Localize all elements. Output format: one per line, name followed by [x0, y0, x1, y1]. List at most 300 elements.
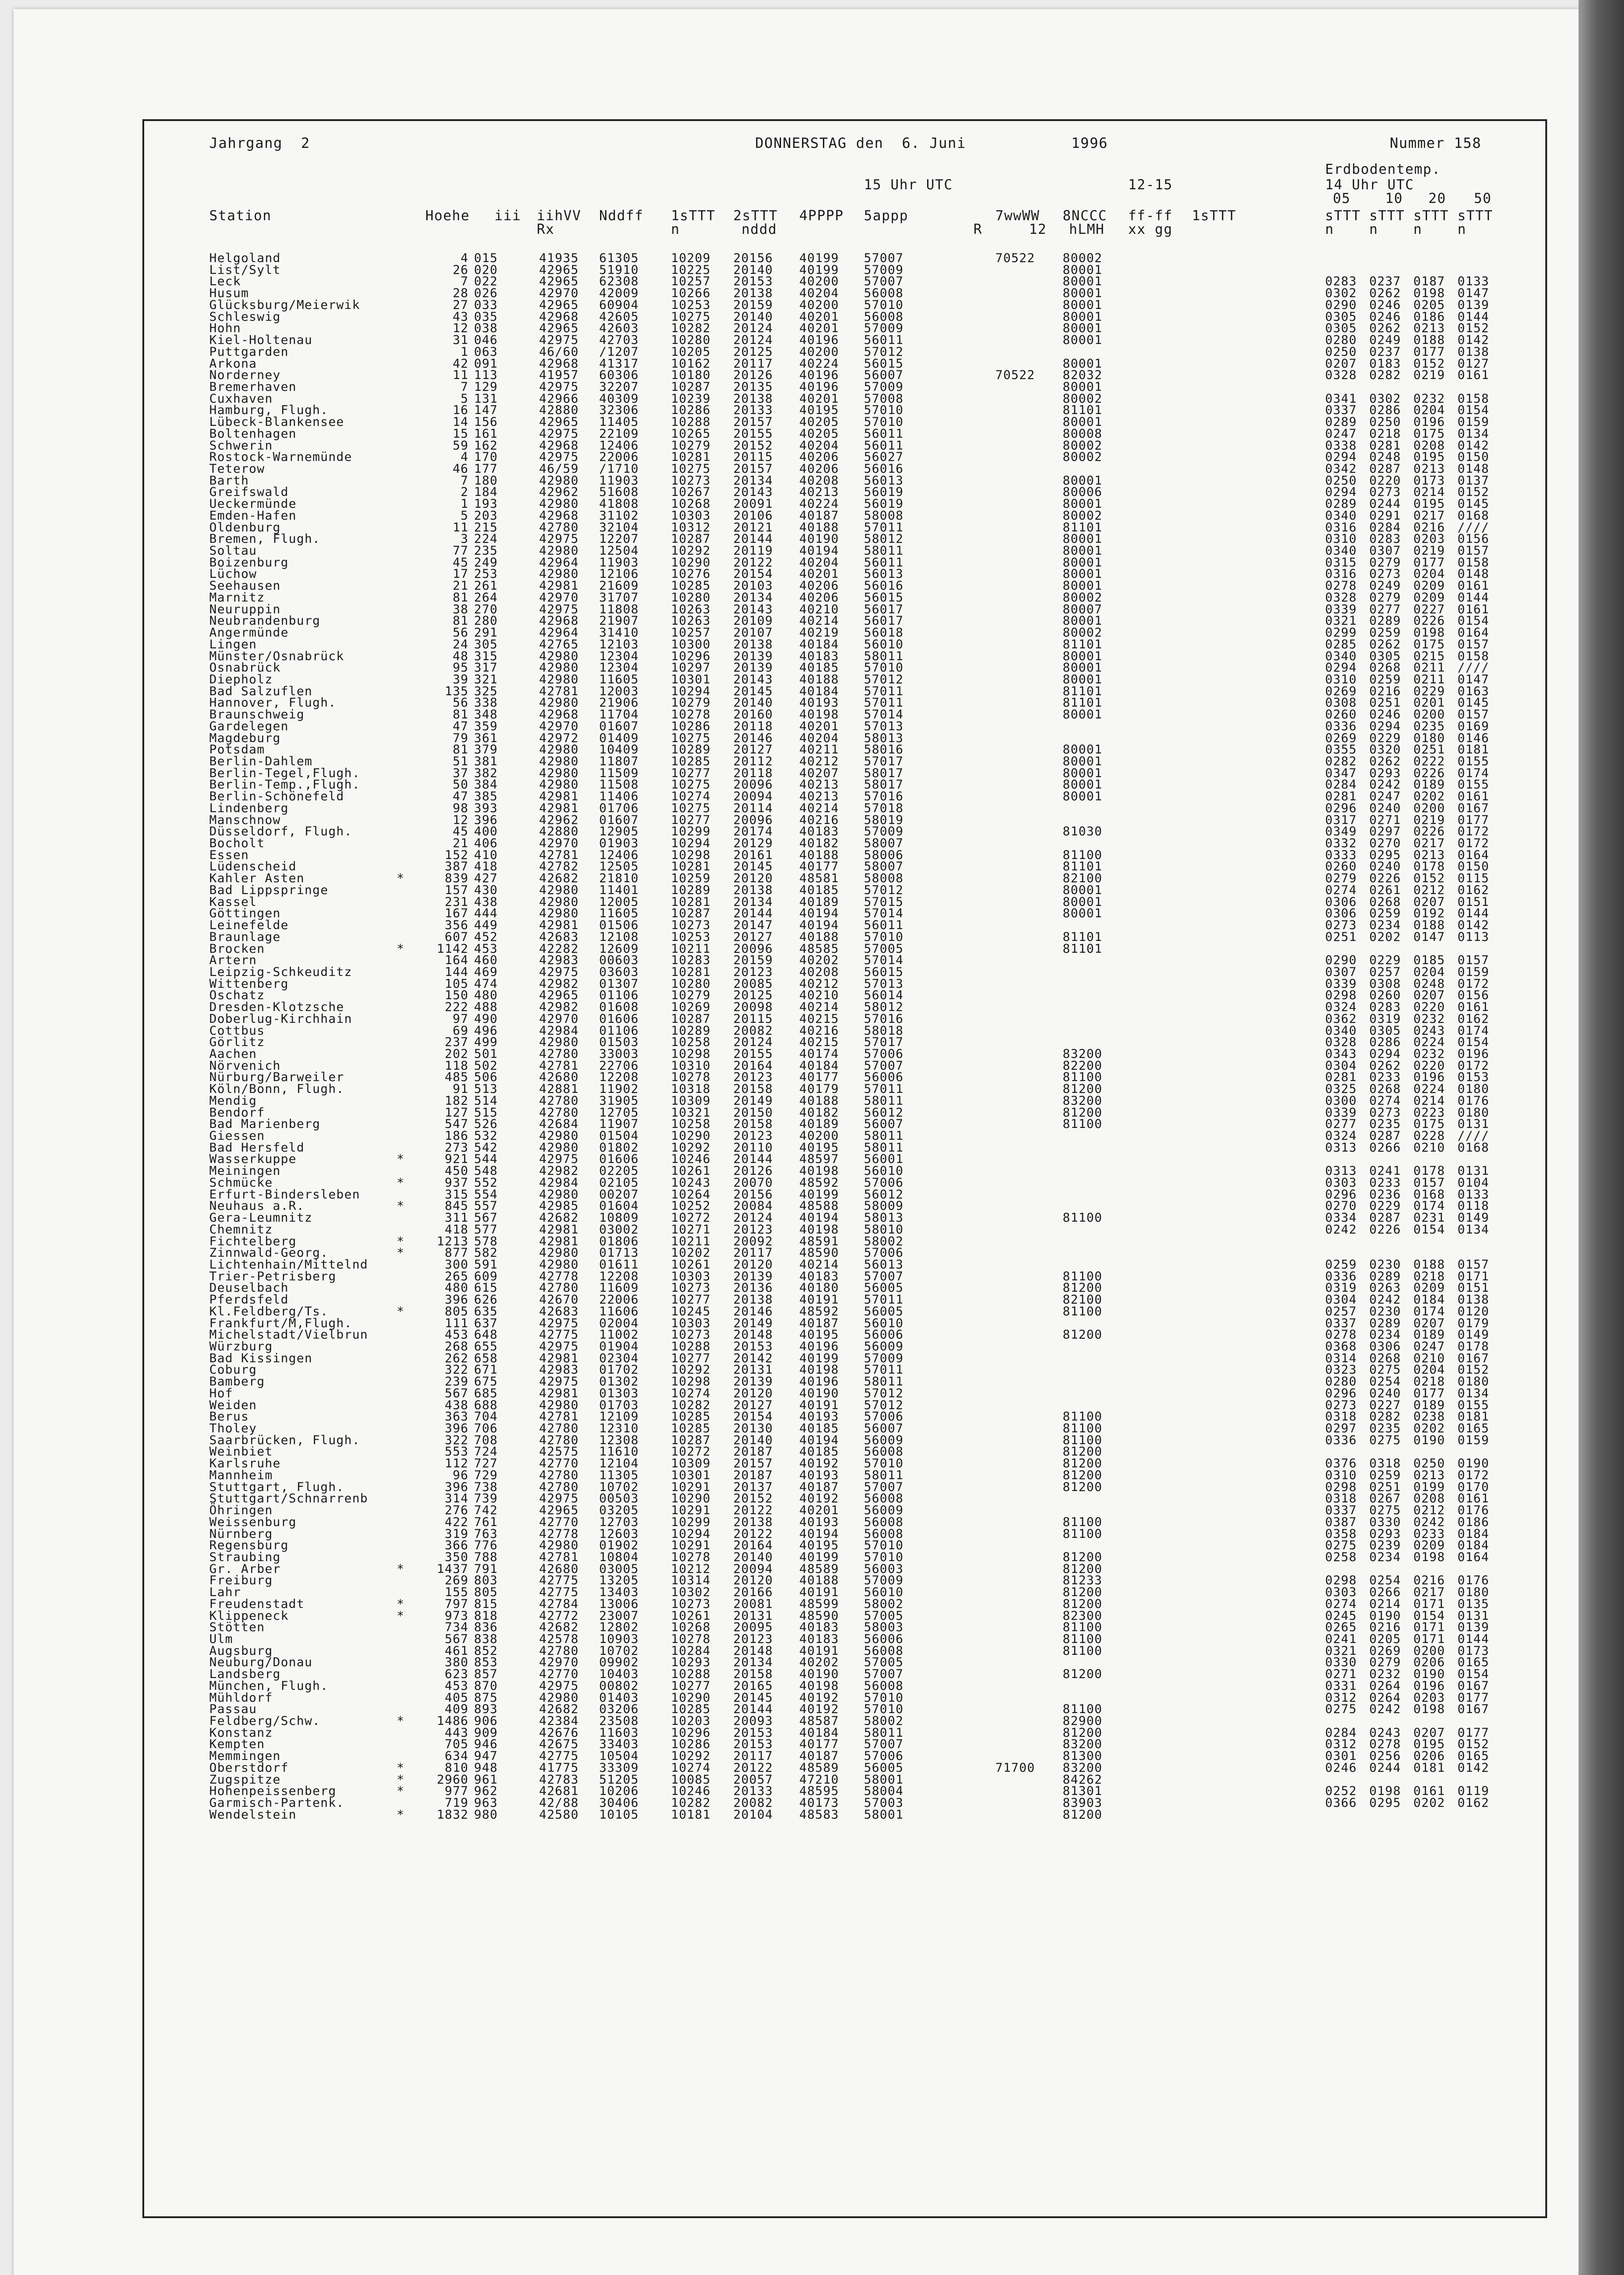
- group-5appp: 57007: [864, 1269, 904, 1284]
- group-4pppp: 40189: [799, 1117, 839, 1132]
- group-nddff: 12106: [599, 567, 639, 581]
- group-2sttt: 20134: [733, 590, 773, 605]
- group-2sttt: 20131: [733, 1363, 773, 1377]
- group-5appp: 58009: [864, 1199, 904, 1213]
- group-4pppp: 47210: [799, 1772, 839, 1787]
- station-id: 704: [474, 1410, 498, 1424]
- group-2sttt: 20149: [733, 1093, 773, 1108]
- group-iihvv: 42780: [539, 520, 579, 535]
- soil-temp-50: 0133: [1458, 1187, 1489, 1202]
- jahrgang-label: Jahrgang 2: [209, 135, 310, 152]
- station-name: Magdeburg: [209, 731, 281, 745]
- group-8nccc: 81100: [1063, 1304, 1103, 1319]
- group-2sttt: 20082: [733, 1023, 773, 1038]
- station-id: 857: [474, 1667, 498, 1682]
- group-iihvv: 42962: [539, 485, 579, 500]
- station-height: 26: [453, 263, 469, 277]
- station-height: 396: [444, 1480, 469, 1494]
- group-iihvv: 42968: [539, 708, 579, 722]
- station-height: 1486: [437, 1714, 469, 1728]
- group-4pppp: 40199: [799, 263, 839, 277]
- soil-temp-05: 0299: [1325, 626, 1357, 640]
- group-iihvv: 42970: [539, 836, 579, 850]
- group-1sttt: 10289: [671, 1023, 711, 1038]
- group-nddff: 01608: [599, 1000, 639, 1015]
- soil-temp-10: 0251: [1369, 696, 1401, 710]
- soil-temp-50: 0154: [1458, 614, 1489, 628]
- group-iihvv: 42980: [539, 1129, 579, 1143]
- group-2sttt: 20157: [733, 1456, 773, 1471]
- group-nddff: 42603: [599, 321, 639, 336]
- group-1sttt: 10298: [671, 848, 711, 862]
- station-id: 020: [474, 263, 498, 277]
- station-height: 396: [444, 1293, 469, 1307]
- soil-temp-05: 0250: [1325, 473, 1357, 488]
- group-4pppp: 40213: [799, 485, 839, 500]
- group-iihvv: 42781: [539, 848, 579, 862]
- group-8nccc: 81101: [1063, 859, 1103, 874]
- group-nddff: 10702: [599, 1643, 639, 1658]
- station-name: Braunschweig: [209, 708, 305, 722]
- station-name: Husum: [209, 286, 249, 301]
- station-height: 1832: [437, 1807, 469, 1822]
- station-id: 803: [474, 1573, 498, 1588]
- group-5appp: 57009: [864, 263, 904, 277]
- soil-temp-50: 0154: [1458, 1667, 1489, 1682]
- group-nddff: 10206: [599, 1784, 639, 1799]
- soil-temp-20: 0184: [1413, 1293, 1445, 1307]
- group-5appp: 58002: [864, 1714, 904, 1728]
- soil-temp-05: 0300: [1325, 1093, 1357, 1108]
- station-height: 5: [460, 508, 469, 523]
- group-5appp: 57006: [864, 1246, 904, 1260]
- station-id: 578: [474, 1234, 498, 1249]
- station-height: 269: [444, 1573, 469, 1588]
- station-height: 42: [453, 356, 469, 371]
- soil-temp-10: 0259: [1369, 672, 1401, 687]
- group-5appp: 58011: [864, 649, 904, 663]
- group-5appp: 57009: [864, 1351, 904, 1365]
- group-2sttt: 20098: [733, 1000, 773, 1015]
- group-5appp: 58013: [864, 731, 904, 745]
- group-2sttt: 20124: [733, 1211, 773, 1225]
- station-name: Neubrandenburg: [209, 614, 321, 628]
- station-height: 69: [453, 1023, 469, 1038]
- station-name: Gardelegen: [209, 719, 289, 733]
- soil-temp-05: 0343: [1325, 1047, 1357, 1061]
- group-8nccc: 81300: [1063, 1749, 1103, 1764]
- group-nddff: 11903: [599, 473, 639, 488]
- soil-temp-50: 0180: [1458, 1585, 1489, 1600]
- soil-temp-20: 0204: [1413, 403, 1445, 418]
- group-2sttt: 20085: [733, 976, 773, 991]
- station-id: 418: [474, 859, 498, 874]
- soil-temp-10: 0262: [1369, 286, 1401, 301]
- group-iihvv: 42684: [539, 1117, 579, 1132]
- group-2sttt: 20070: [733, 1175, 773, 1190]
- group-8nccc: 80001: [1063, 743, 1103, 757]
- group-iihvv: 41775: [539, 1760, 579, 1775]
- soil-temp-10: 0306: [1369, 1340, 1401, 1354]
- soil-temp-05: 0246: [1325, 1760, 1357, 1775]
- soil-temp-50: 0131: [1458, 1164, 1489, 1178]
- group-1sttt: 10296: [671, 649, 711, 663]
- soil-temp-50: 0167: [1458, 1702, 1489, 1717]
- soil-temp-50: 0144: [1458, 906, 1489, 921]
- group-iihvv: 42980: [539, 1187, 579, 1202]
- group-5appp: 57005: [864, 941, 904, 956]
- col-soil-10: sTTT: [1369, 208, 1405, 224]
- group-1sttt: 10263: [671, 614, 711, 628]
- group-2sttt: 20143: [733, 485, 773, 500]
- group-5appp: 58008: [864, 508, 904, 523]
- soil-temp-20: 0200: [1413, 708, 1445, 722]
- group-5appp: 57009: [864, 824, 904, 839]
- station-height: 1437: [437, 1562, 469, 1576]
- group-2sttt: 20096: [733, 941, 773, 956]
- group-nddff: 32207: [599, 379, 639, 394]
- group-5appp: 56017: [864, 614, 904, 628]
- group-5appp: 56008: [864, 1515, 904, 1529]
- soil-temp-50: 0157: [1458, 1257, 1489, 1272]
- group-2sttt: 20112: [733, 754, 773, 768]
- group-2sttt: 20092: [733, 1234, 773, 1249]
- group-nddff: 00802: [599, 1678, 639, 1693]
- soil-temp-50: 0153: [1458, 1070, 1489, 1085]
- station-height: 150: [444, 988, 469, 1003]
- group-nddff: 32104: [599, 520, 639, 535]
- group-8nccc: 80001: [1063, 544, 1103, 558]
- soil-temp-20: 0209: [1413, 579, 1445, 593]
- station-id: 224: [474, 532, 498, 546]
- group-8nccc: 83200: [1063, 1737, 1103, 1752]
- group-2sttt: 20104: [733, 1807, 773, 1822]
- group-nddff: 62308: [599, 274, 639, 289]
- group-5appp: 56005: [864, 1760, 904, 1775]
- group-nddff: 11808: [599, 602, 639, 617]
- group-iihvv: 42980: [539, 661, 579, 675]
- group-nddff: 12406: [599, 438, 639, 453]
- group-8nccc: 81200: [1063, 1328, 1103, 1342]
- soil-temp-20: 0171: [1413, 1620, 1445, 1635]
- soil-temp-05: 0340: [1325, 508, 1357, 523]
- soil-temp-05: 0296: [1325, 801, 1357, 815]
- group-nddff: 00207: [599, 1187, 639, 1202]
- station-id: 393: [474, 801, 498, 815]
- group-1sttt: 10285: [671, 1410, 711, 1424]
- soil-temp-10: 0229: [1369, 1199, 1401, 1213]
- soil-temp-20: 0201: [1413, 696, 1445, 710]
- soil-temp-05: 0294: [1325, 661, 1357, 675]
- group-nddff: 21907: [599, 614, 639, 628]
- soil-temp-05: 0306: [1325, 895, 1357, 909]
- station-id: 909: [474, 1725, 498, 1740]
- soil-temp-10: 0273: [1369, 1105, 1401, 1120]
- group-nddff: 42703: [599, 333, 639, 347]
- group-2sttt: 20150: [733, 1105, 773, 1120]
- group-5appp: 57010: [864, 1690, 904, 1705]
- group-nddff: 22006: [599, 1293, 639, 1307]
- group-iihvv: 42975: [539, 450, 579, 465]
- soil-temp-20: 0229: [1413, 684, 1445, 698]
- group-2sttt: 20123: [733, 1070, 773, 1085]
- group-iihvv: 42970: [539, 719, 579, 733]
- group-1sttt: 10288: [671, 415, 711, 430]
- group-8nccc: 81200: [1063, 1597, 1103, 1611]
- mountain-marker: *: [397, 1772, 405, 1787]
- group-nddff: 02304: [599, 1351, 639, 1365]
- group-nddff: 11807: [599, 754, 639, 768]
- group-nddff: 01307: [599, 976, 639, 991]
- group-8nccc: 80007: [1063, 602, 1103, 617]
- station-height: 7: [460, 473, 469, 488]
- soil-temp-10: 0261: [1369, 883, 1401, 897]
- soil-temp-10: 0291: [1369, 508, 1401, 523]
- group-4pppp: 40191: [799, 1293, 839, 1307]
- group-5appp: 57010: [864, 1550, 904, 1564]
- group-nddff: 01802: [599, 1140, 639, 1155]
- soil-temp-05: 0339: [1325, 976, 1357, 991]
- group-nddff: 23007: [599, 1608, 639, 1623]
- station-id: 147: [474, 403, 498, 418]
- station-id: 532: [474, 1129, 498, 1143]
- station-name: Dresden-Klotzsche: [209, 1000, 344, 1015]
- station-height: 237: [444, 1035, 469, 1050]
- soil-temp-50: 0184: [1458, 1527, 1489, 1541]
- station-id: 321: [474, 672, 498, 687]
- station-id: 264: [474, 590, 498, 605]
- group-1sttt: 10292: [671, 544, 711, 558]
- group-8nccc: 80001: [1063, 649, 1103, 663]
- station-id: 249: [474, 555, 498, 570]
- col-r: R: [973, 222, 983, 238]
- station-height: 12: [453, 321, 469, 336]
- station-height: 322: [444, 1433, 469, 1447]
- group-1sttt: 10309: [671, 1456, 711, 1471]
- soil-temp-50: 0131: [1458, 1117, 1489, 1132]
- station-name: Berlin-Tegel,Flugh.: [209, 766, 360, 780]
- soil-temp-10: 0287: [1369, 1129, 1401, 1143]
- soil-temp-20: 0228: [1413, 1129, 1445, 1143]
- soil-temp-10: 0183: [1369, 356, 1401, 371]
- station-height: 418: [444, 1222, 469, 1237]
- soil-temp-50: 0180: [1458, 1375, 1489, 1389]
- group-5appp: 57014: [864, 906, 904, 921]
- soil-temp-10: 0262: [1369, 1058, 1401, 1073]
- soil-temp-20: 0202: [1413, 789, 1445, 804]
- group-iihvv: 42980: [539, 766, 579, 780]
- soil-temp-20: 0152: [1413, 356, 1445, 371]
- soil-temp-20: 0189: [1413, 1328, 1445, 1342]
- soil-temp-50: 0118: [1458, 1199, 1489, 1213]
- group-1sttt: 10301: [671, 1468, 711, 1482]
- station-height: 186: [444, 1129, 469, 1143]
- soil-temp-10: 0262: [1369, 637, 1401, 652]
- soil-temp-05: 0305: [1325, 321, 1357, 336]
- station-height: 311: [444, 1211, 469, 1225]
- group-5appp: 56011: [864, 333, 904, 347]
- col-soil-20: sTTT: [1413, 208, 1449, 224]
- group-4pppp: 40190: [799, 532, 839, 546]
- soil-temp-10: 0237: [1369, 344, 1401, 359]
- station-name: Seehausen: [209, 579, 281, 593]
- group-nddff: 12703: [599, 1515, 639, 1529]
- group-2sttt: 20119: [733, 544, 773, 558]
- group-2sttt: 20136: [733, 1281, 773, 1295]
- station-id: 449: [474, 918, 498, 932]
- group-2sttt: 20137: [733, 1480, 773, 1494]
- mountain-marker: *: [397, 1199, 405, 1213]
- group-4pppp: 48585: [799, 941, 839, 956]
- soil-temp-10: 0254: [1369, 1375, 1401, 1389]
- group-iihvv: 42968: [539, 438, 579, 453]
- soil-temp-50: 0154: [1458, 403, 1489, 418]
- group-8nccc: 80001: [1063, 754, 1103, 768]
- station-height: 409: [444, 1702, 469, 1717]
- group-8nccc: 80002: [1063, 590, 1103, 605]
- station-name: Boizenburg: [209, 555, 289, 570]
- group-4pppp: 40193: [799, 1468, 839, 1482]
- soil-temp-20: 0202: [1413, 1421, 1445, 1436]
- station-name: Stötten: [209, 1620, 265, 1635]
- soil-temp-05: 0259: [1325, 1257, 1357, 1272]
- group-4pppp: 40216: [799, 813, 839, 827]
- group-8nccc: 80001: [1063, 895, 1103, 909]
- group-8nccc: 80001: [1063, 274, 1103, 289]
- group-iihvv: 42780: [539, 1105, 579, 1120]
- group-1sttt: 10293: [671, 1655, 711, 1670]
- group-8nccc: 82900: [1063, 1714, 1103, 1728]
- group-iihvv: 42968: [539, 309, 579, 324]
- group-1sttt: 10258: [671, 1035, 711, 1050]
- group-1sttt: 10309: [671, 1093, 711, 1108]
- soil-temp-50: 0142: [1458, 438, 1489, 453]
- soil-temp-05: 0339: [1325, 602, 1357, 617]
- station-height: 322: [444, 1363, 469, 1377]
- group-iihvv: 42780: [539, 1047, 579, 1061]
- soil-temp-20: 0181: [1413, 1760, 1445, 1775]
- group-5appp: 58019: [864, 813, 904, 827]
- group-4pppp: 40188: [799, 520, 839, 535]
- station-height: 315: [444, 1187, 469, 1202]
- soil-temp-05: 0273: [1325, 918, 1357, 932]
- group-8nccc: 81100: [1063, 848, 1103, 862]
- station-name: Lichtenhain/Mittelnd: [209, 1257, 368, 1272]
- station-id: 253: [474, 567, 498, 581]
- group-5appp: 57012: [864, 1386, 904, 1400]
- group-nddff: 11704: [599, 708, 639, 722]
- station-height: 96: [453, 1468, 469, 1482]
- soil-temp-20: 0247: [1413, 1340, 1445, 1354]
- soil-temp-50: 0181: [1458, 743, 1489, 757]
- group-4pppp: 48589: [799, 1760, 839, 1775]
- soil-temp-50: 0142: [1458, 918, 1489, 932]
- station-name: Nürburg/Barweiler: [209, 1070, 344, 1085]
- group-nddff: 21609: [599, 579, 639, 593]
- soil-temp-50: 0144: [1458, 590, 1489, 605]
- group-nddff: 12504: [599, 544, 639, 558]
- station-height: 387: [444, 859, 469, 874]
- group-iihvv: 42964: [539, 626, 579, 640]
- group-2sttt: 20140: [733, 263, 773, 277]
- group-5appp: 56013: [864, 567, 904, 581]
- soil-temp-50: 0151: [1458, 895, 1489, 909]
- station-id: 893: [474, 1702, 498, 1717]
- station-name: Hof: [209, 1386, 233, 1400]
- group-1sttt: 10298: [671, 1375, 711, 1389]
- group-5appp: 57016: [864, 789, 904, 804]
- soil-temp-50: 0134: [1458, 1386, 1489, 1400]
- group-1sttt: 10287: [671, 1433, 711, 1447]
- station-id: 818: [474, 1608, 498, 1623]
- group-8nccc: 81030: [1063, 824, 1103, 839]
- group-8nccc: 80001: [1063, 263, 1103, 277]
- group-5appp: 57010: [864, 403, 904, 418]
- group-4pppp: 40206: [799, 462, 839, 476]
- soil-temp-05: 0337: [1325, 403, 1357, 418]
- soil-temp-50: 0169: [1458, 719, 1489, 733]
- group-1sttt: 10257: [671, 274, 711, 289]
- station-id: 675: [474, 1375, 498, 1389]
- depth-50-label: 50: [1474, 191, 1492, 207]
- soil-temp-10: 0232: [1369, 1667, 1401, 1682]
- soil-temp-10: 0305: [1369, 1023, 1401, 1038]
- soil-temp-50: 0178: [1458, 1340, 1489, 1354]
- soil-temp-20: 0227: [1413, 602, 1445, 617]
- soil-temp-20: 0196: [1413, 1678, 1445, 1693]
- group-iihvv: 42968: [539, 614, 579, 628]
- soil-temp-20: 0226: [1413, 766, 1445, 780]
- group-2sttt: 20107: [733, 626, 773, 640]
- soil-temp-20: 0224: [1413, 1035, 1445, 1050]
- group-2sttt: 20123: [733, 965, 773, 979]
- soil-temp-20: 0192: [1413, 906, 1445, 921]
- soil-temp-20: 0190: [1413, 1433, 1445, 1447]
- group-nddff: 11609: [599, 1281, 639, 1295]
- group-4pppp: 48597: [799, 1152, 839, 1167]
- station-id: 317: [474, 661, 498, 675]
- group-2sttt: 20126: [733, 368, 773, 383]
- group-4pppp: 40206: [799, 579, 839, 593]
- group-8nccc: 80001: [1063, 321, 1103, 336]
- soil-temp-50: 0139: [1458, 1620, 1489, 1635]
- soil-temp-10: 0286: [1369, 1035, 1401, 1050]
- col-xxgg: xx gg: [1128, 222, 1173, 238]
- group-nddff: 12603: [599, 1527, 639, 1541]
- group-8nccc: 81100: [1063, 1702, 1103, 1717]
- group-nddff: 13205: [599, 1573, 639, 1588]
- group-5appp: 57017: [864, 754, 904, 768]
- group-5appp: 58010: [864, 1222, 904, 1237]
- group-nddff: 12109: [599, 1410, 639, 1424]
- group-iihvv: 42965: [539, 415, 579, 430]
- group-5appp: 58007: [864, 859, 904, 874]
- group-8nccc: 81200: [1063, 1082, 1103, 1097]
- soil-temp-05: 0314: [1325, 1351, 1357, 1365]
- soil-temp-10: 0286: [1369, 403, 1401, 418]
- soil-temp-10: 0243: [1369, 1725, 1401, 1740]
- group-nddff: 01606: [599, 1011, 639, 1026]
- group-1sttt: 10278: [671, 708, 711, 722]
- group-2sttt: 20142: [733, 1351, 773, 1365]
- mountain-marker: *: [397, 1304, 405, 1319]
- group-5appp: 56016: [864, 579, 904, 593]
- station-name: Hamburg, Flugh.: [209, 403, 328, 418]
- station-height: 95: [453, 661, 469, 675]
- station-name: Wittenberg: [209, 976, 289, 991]
- group-nddff: 01702: [599, 1363, 639, 1377]
- station-height: 39: [453, 672, 469, 687]
